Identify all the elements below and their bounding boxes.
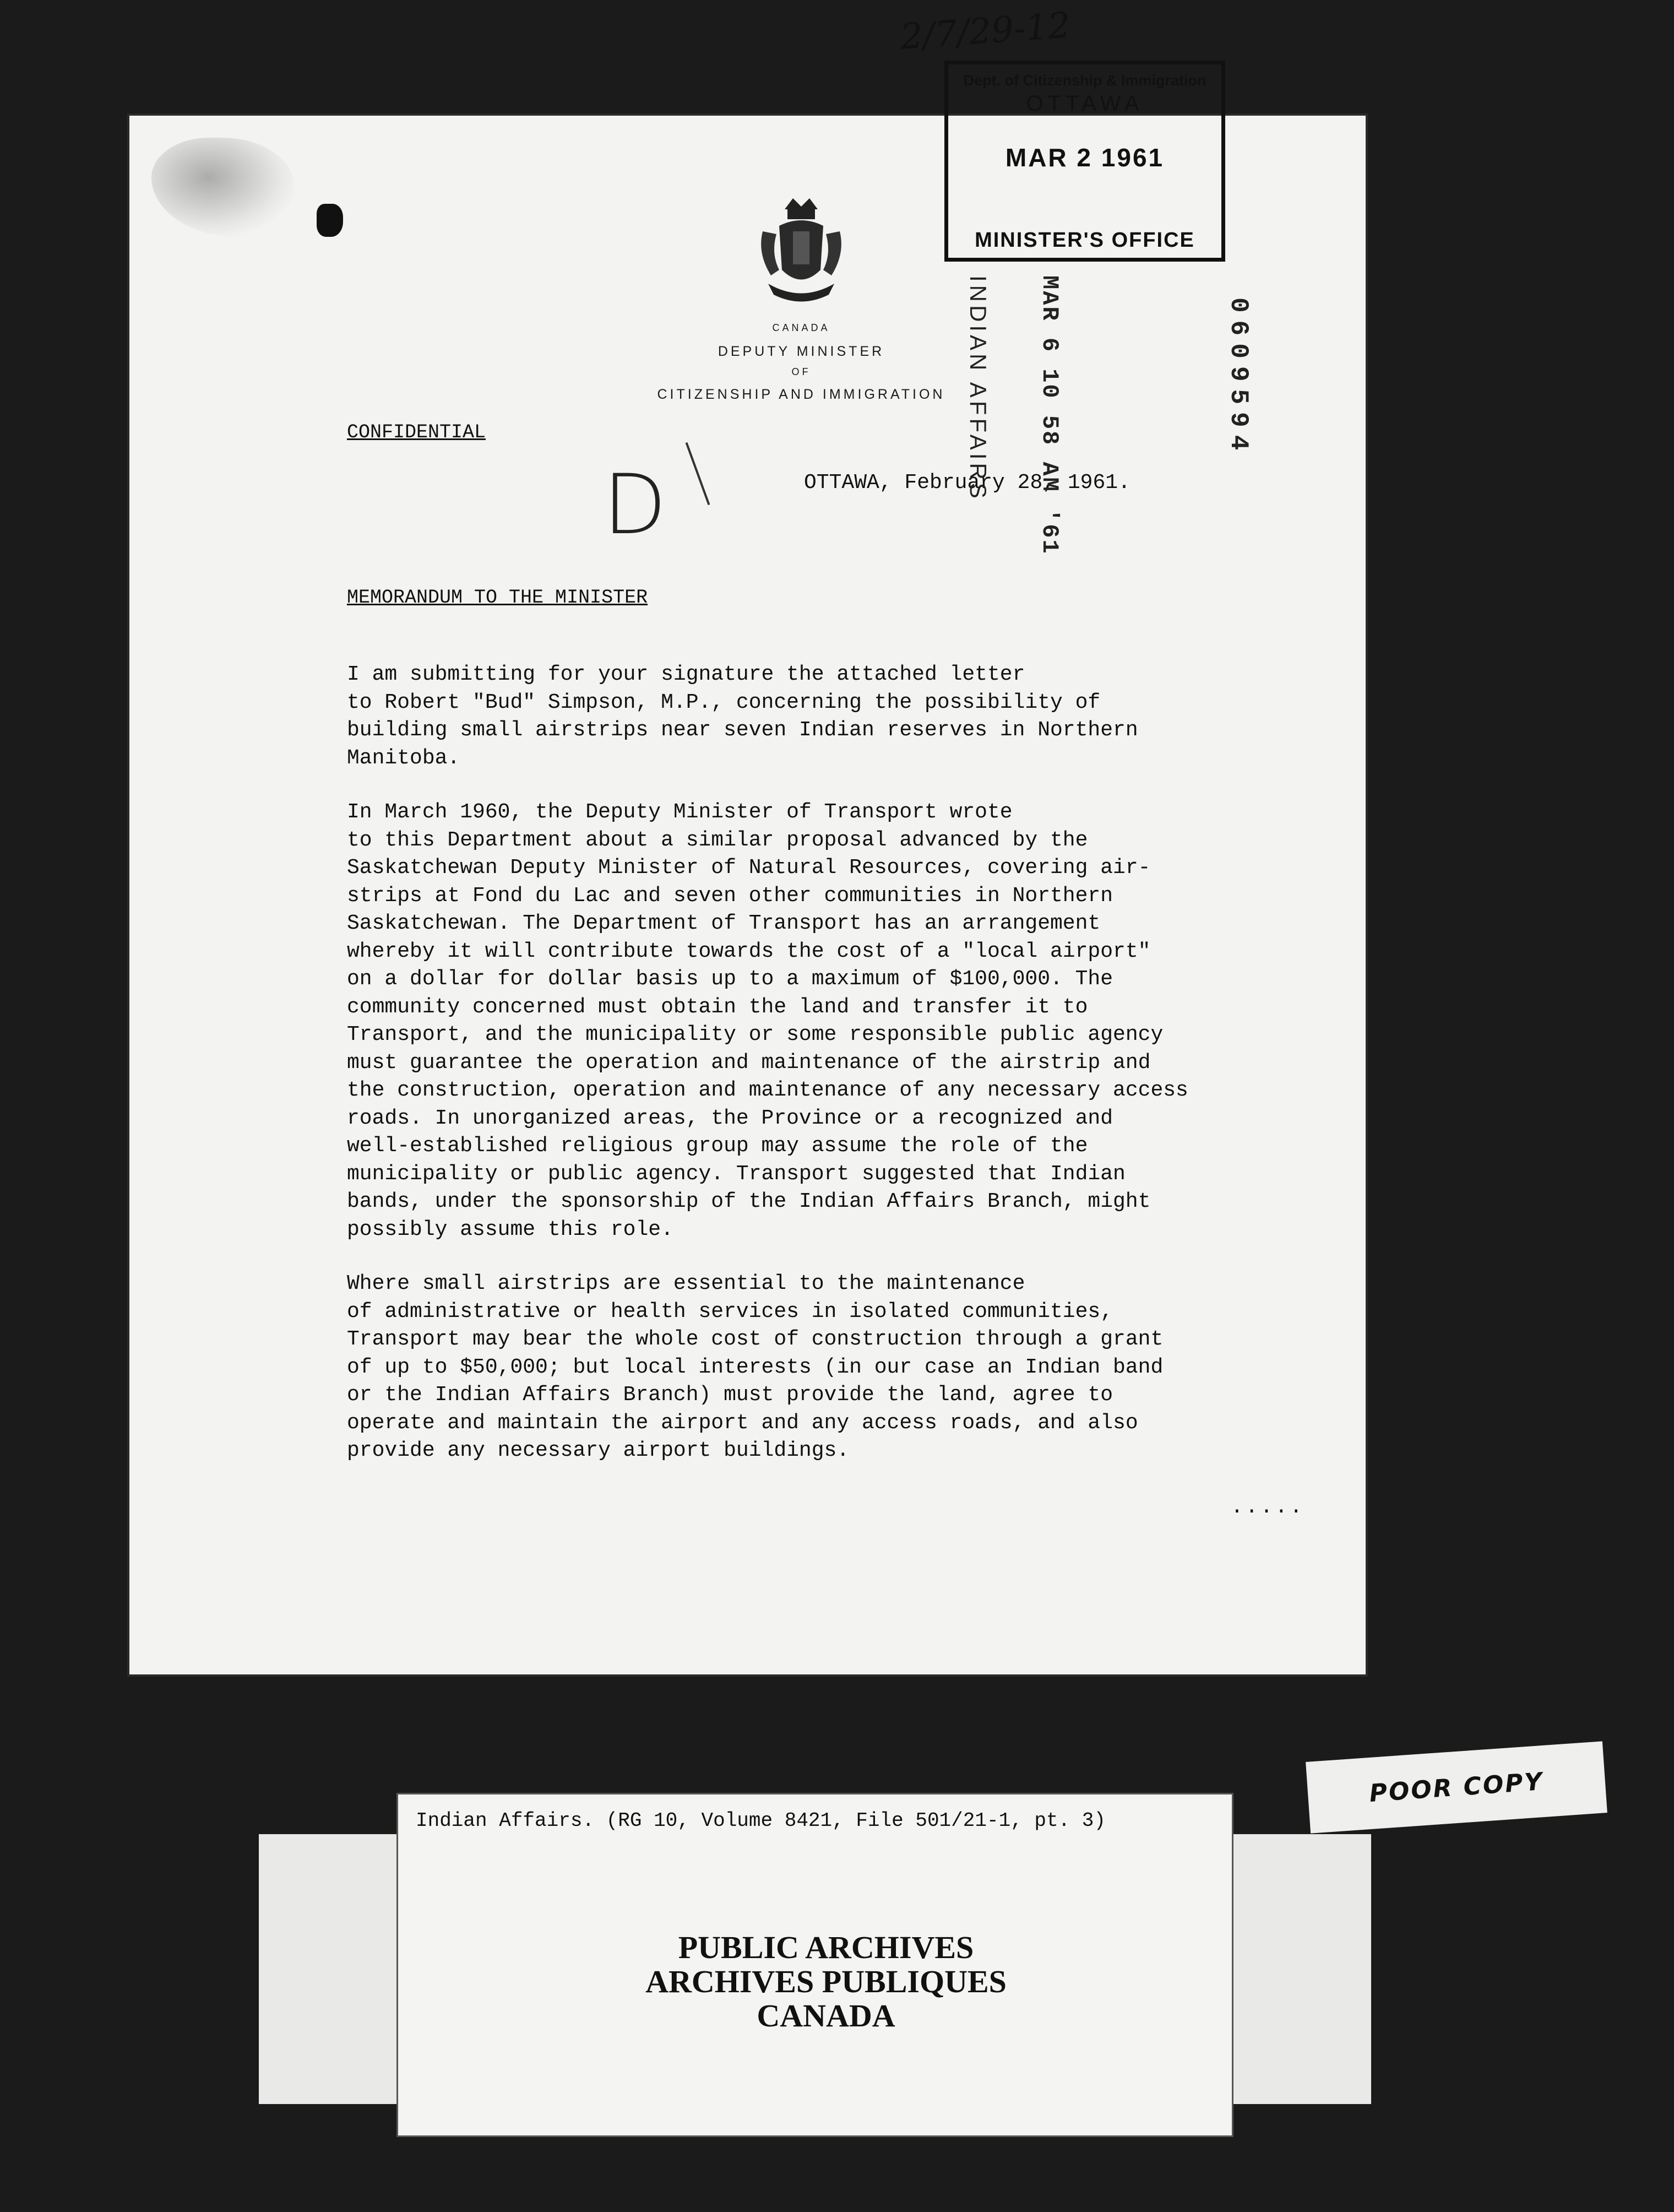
dateline: OTTAWA, February 28, 1961. [804, 471, 1131, 495]
handwritten-file-number: 2/7/29-12 [899, 5, 1072, 58]
corner-smudge [151, 138, 295, 237]
paragraph-2: In March 1960, the Deputy Minister of Transport wrote to this Department about a similar proposal advanced by the Saskatchewan Deputy Minister of Natural Resources, covering air- strips at Fond du Lac and seven other communities in Northern Saskatchewan. The Department of Transport has an arrangement whereby it will contribute towards the cost of a "local airport" on a dollar for dollar basis up to a maximum of $100,000. The community concerned must obtain the land and transfer it to Transport, and the municipality or some responsible public agency must guarantee the operation and maintenance of the airstrip and the construction, operation and maintenance of any necessary access roads. In unorganized areas, the Province or a recognized and well-established religious group may assume the role of the municipality or public agency. Transport suggested that Indian bands, under the sponsorship of the Indian Affairs Branch, might possibly assume this role. [347, 800, 1188, 1241]
branch-stamp-name: INDIAN AFFAIRS [965, 275, 991, 502]
letterhead-country: CANADA [772, 322, 830, 333]
paragraph-1: I am submitting for your signature the attached letter to Robert "Bud" Simpson, M.P., concerning the possibility of building small airstrips near seven Indian reserves in Northern Manitoba. [347, 663, 1138, 770]
ink-blot [317, 204, 343, 237]
stamp-department: Dept. of Citizenship & Immigration [963, 72, 1206, 89]
poor-copy-label: POOR COPY [1306, 1741, 1607, 1833]
letterhead [608, 322, 994, 403]
stamp-city: OTTAWA [1026, 91, 1144, 116]
stamp-date: MAR 2 1961 [1005, 143, 1165, 172]
classification-label: CONFIDENTIAL [347, 421, 486, 443]
archive-name-country: CANADA [757, 1998, 895, 2034]
stamp-office: MINISTER'S OFFICE [975, 229, 1195, 252]
branch-stamp-date: MAR 6 10 58 AM '61 [1036, 275, 1063, 555]
archive-name-french: ARCHIVES PUBLIQUES [645, 1964, 1007, 1999]
pen-stroke [686, 442, 710, 505]
memo-title: MEMORANDUM TO THE MINISTER [347, 587, 648, 609]
letterhead-title: DEPUTY MINISTER [718, 344, 885, 359]
received-stamp [944, 61, 1225, 262]
letterhead-of: OF [791, 366, 811, 377]
archive-reference: Indian Affairs. (RG 10, Volume 8421, File 501/21-1, pt. 3) [416, 1809, 1106, 1832]
archive-name-english: PUBLIC ARCHIVES [678, 1929, 974, 1965]
memo-page [129, 116, 1366, 1674]
serial-number: 0609594 [1224, 297, 1253, 458]
letterhead-department: CITIZENSHIP AND IMMIGRATION [657, 387, 945, 402]
handwritten-mark: D [603, 457, 667, 553]
continuation-dots: ..... [1231, 1495, 1305, 1519]
paragraph-3: Where small airstrips are essential to the maintenance of administrative or health services in isolated communities, Transport may bear the whole cost of construction through a grant of up to $50,000; but local interests (in our case an Indian band or the Indian Affairs Branch) must provide the land, agree to operate and maintain the airport and any access roads, and also provide any necessary airport buildings. [347, 1272, 1164, 1462]
memo-body [347, 661, 1393, 1492]
coat-of-arms-icon [746, 193, 856, 314]
archive-name [578, 1931, 1074, 2033]
